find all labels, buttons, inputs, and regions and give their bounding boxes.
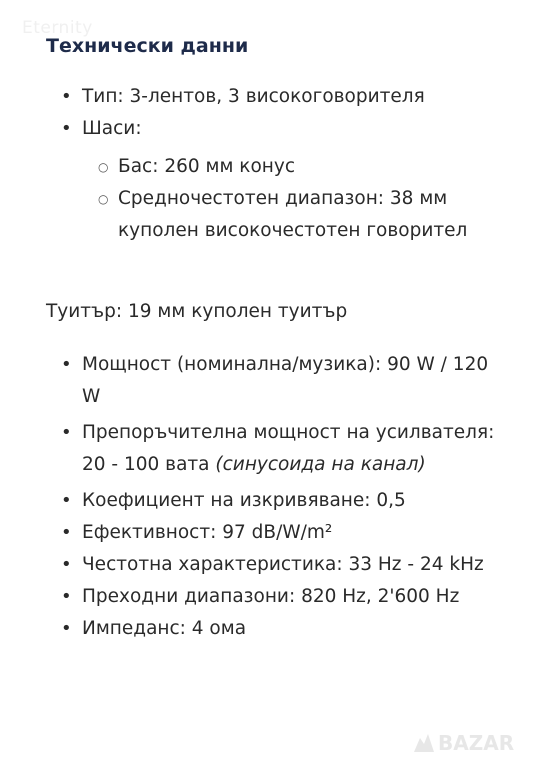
chassis-sublist (118, 151, 498, 247)
list-item-crossover: • Преходни диапазони: 820 Hz, 2'600 Hz (82, 581, 502, 613)
list-item-frequency: • Честотна характеристика: 33 Hz - 24 kHz (82, 549, 502, 581)
specs-list-main (82, 81, 512, 145)
list-item-amp-power (82, 417, 502, 481)
list-item-impedance: • Импеданс: 4 ома (82, 613, 502, 645)
amp-power-note: (синусоида на канал) (215, 454, 426, 475)
list-item-power: • Мощност (номинална/музика): 90 W / 120 W (82, 349, 502, 413)
bazar-logo-text: BAZAR (438, 731, 515, 755)
section-title: Технически данни (46, 35, 249, 57)
list-item-efficiency: • Ефективност: 97 dB/W/m² (82, 517, 502, 549)
specs-list-secondary (82, 349, 502, 645)
watermark-text: Eternity (22, 18, 93, 38)
bazar-logo-icon (408, 726, 524, 756)
list-item-distortion: • Коефициент на изкривяване: 0,5 (82, 485, 502, 517)
tweeter-paragraph: Туитър: 19 мм куполен туитър (46, 301, 348, 322)
sublist-item-midrange: ○ Средночестотен диапазон: 38 мм куполен високочестотен говорител (118, 183, 498, 247)
sublist-item-bass: ○ Бас: 260 мм конус (118, 151, 498, 183)
amp-power-text: Препоръчителна мощност на усилвателя: 20 - 100 вата (82, 422, 495, 475)
list-item-chassis: • Шаси: (82, 113, 512, 145)
list-item-type: • Тип: 3-лентов, 3 високоговорителя (82, 81, 512, 113)
